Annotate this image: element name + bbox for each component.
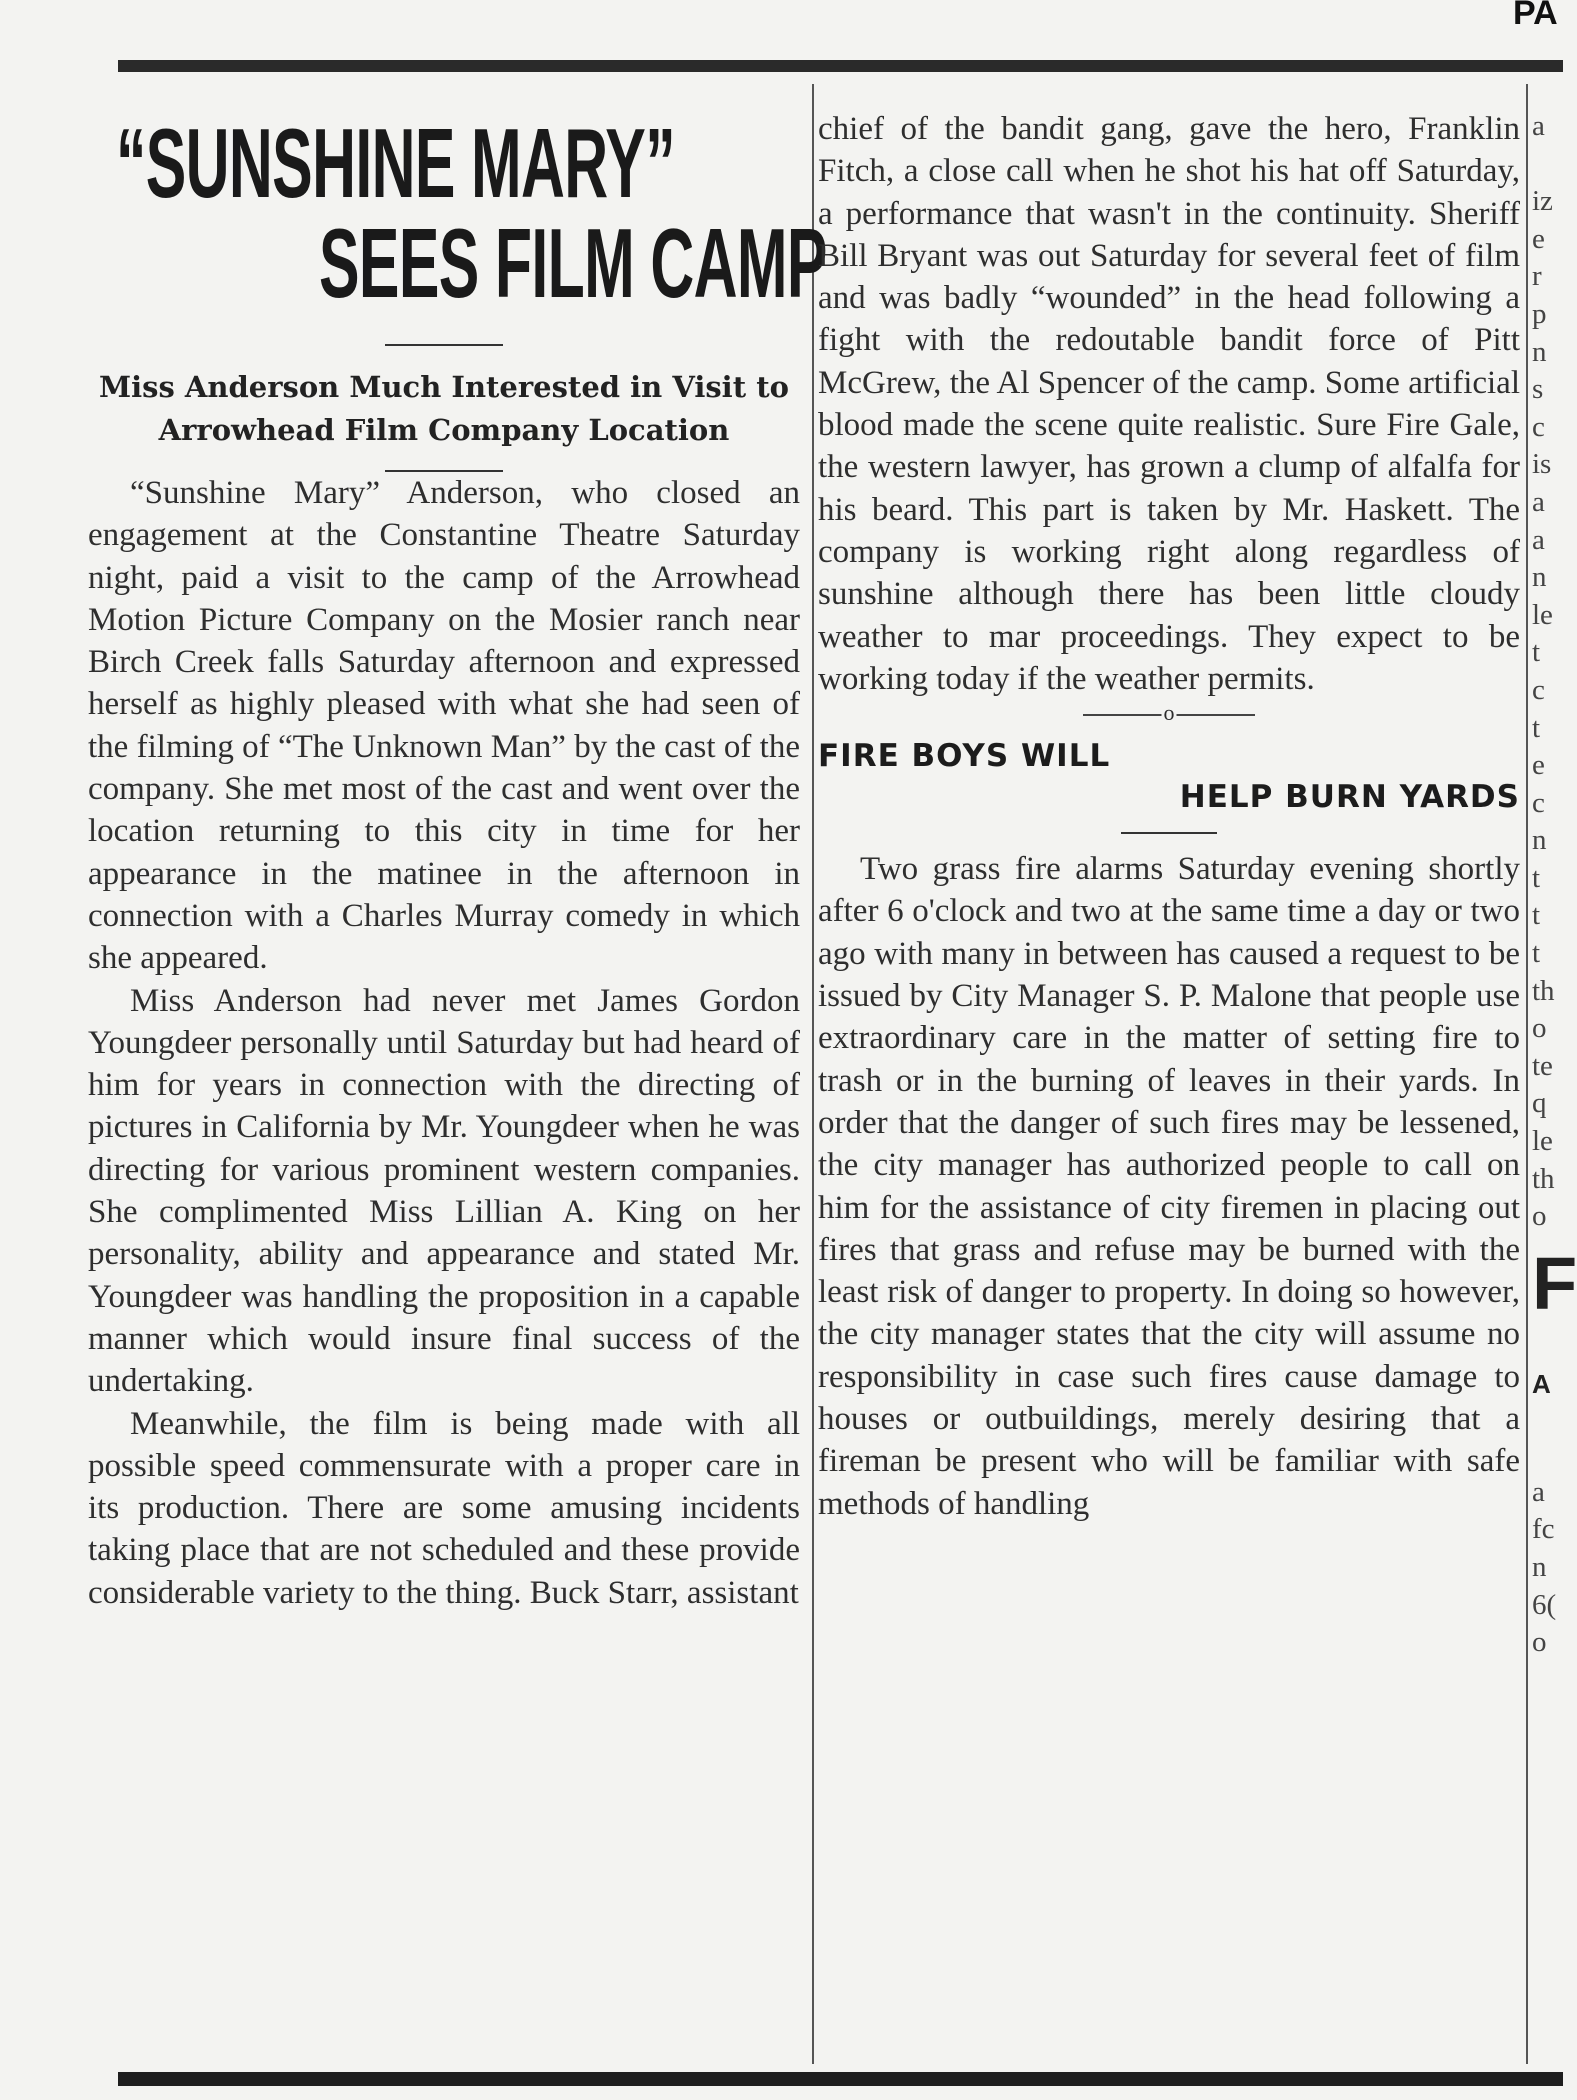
fragment-line: s (1532, 373, 1544, 406)
headline-line-1: “SUNSHINE MARY” (116, 108, 675, 218)
fragment-line: a (1532, 110, 1545, 142)
second-headline-line-2: HELP BURN YARDS (1179, 779, 1520, 816)
divider-mark: o (1163, 700, 1175, 726)
fragment-line: n (1532, 335, 1547, 368)
second-headline-rule (1121, 832, 1217, 834)
fragment-line: t (1532, 711, 1541, 744)
fragment-bold-letter: A (1532, 1368, 1551, 1399)
fragment-line: c (1532, 673, 1545, 706)
fragment-line: a (1532, 1475, 1545, 1508)
article-headline (88, 108, 827, 332)
fragment-line: t (1532, 636, 1541, 669)
fragment-line: c (1532, 786, 1545, 819)
fragment-line: a (1532, 485, 1545, 518)
fragment-line: p (1532, 297, 1547, 330)
article-continuation: chief of the bandit gang, gave the hero, Franklin Fitch, a close call when he shot his hat off Saturday, a performance that wasn't in the continuity. Sheriff Bill Bryant was out Saturday for several feet of film and was badly “wounded” in the head following a fight with the redoutable bandit force of Pitt McGrew, the Al Spencer of the camp. Some artificial blood made the scene quite realistic. Sure Fire Gale, the western lawyer, has grown a clump of alfalfa for his beard. This part is taken by Mr. Haskett. The company is working right along regardless of sunshine although there has been little cloudy weather to mar proceedings. They expect to be working today if the weather permits. (818, 111, 1520, 697)
fragment-line: n (1532, 1551, 1547, 1583)
fragment-line: fc (1532, 1513, 1555, 1546)
headline-rule (385, 344, 503, 346)
fragment-line: t (1532, 861, 1541, 894)
fragment-line: a (1532, 523, 1545, 556)
fragment-line (1532, 146, 1563, 184)
fragment-big-letter: F (1532, 1241, 1577, 1325)
top-rule (118, 60, 1563, 72)
fragment-line: le (1532, 598, 1553, 631)
column-rule-right (1526, 84, 1528, 2064)
column-rule-left (812, 84, 814, 2064)
fragment-line: o (1532, 1012, 1547, 1045)
fragment-line: o (1532, 1626, 1547, 1659)
fragment-line: o (1532, 1200, 1547, 1233)
middle-column (818, 108, 1520, 1525)
section-divider (1083, 700, 1255, 726)
bottom-rule (118, 2072, 1563, 2086)
fragment-lines-bottom (1532, 1474, 1563, 1662)
fragment-line: iz (1532, 185, 1553, 218)
fragment-line: c (1532, 410, 1545, 443)
second-headline-line-1: FIRE BOYS WILL (818, 738, 1111, 775)
fragment-line: te (1532, 1049, 1553, 1082)
fragment-line: th (1532, 1162, 1555, 1195)
fragment-line: e (1532, 749, 1545, 782)
fragment-line: q (1532, 1087, 1547, 1120)
fragment-line: n (1532, 824, 1547, 857)
headline-line-2: SEES FILM CAMP (319, 208, 827, 318)
fragment-line: 6( (1532, 1588, 1557, 1621)
article-deck: Miss Anderson Much Interested in Visit to Arrowhead Film Company Location (99, 370, 789, 447)
fragment-line: t (1532, 937, 1541, 970)
fragment-line: e (1532, 222, 1545, 255)
fragment-line: th (1532, 974, 1555, 1007)
fragment-line: n (1532, 561, 1547, 594)
fragment-lines-top (1532, 108, 1563, 1236)
fragment-line: le (1532, 1125, 1553, 1158)
article-paragraph: “Sunshine Mary” Anderson, who closed an engagement at the Constantine Theatre Saturday night, paid a visit to the camp of the Arrowhead Motion Picture Company on the Mosier ranch near Birch Creek falls Saturday afternoon and expressed herself as highly pleased with what she had seen of the filming of “The Unknown Man” by the cast of the company. She met most of the cast and went over the location returning to this city in time for her appearance in the matinee in the afternoon in connection with a Charles Murray comedy in which she appeared. (88, 475, 800, 977)
second-article-text: Two grass fire alarms Saturday evening shortly after 6 o'clock and two at the same time a day or two ago with many in between has caused a request to be issued by City Manager S. P. Malone that people use extraordinary care in the matter of setting fire to trash or in the burning of leaves in their yards. In order that the danger of such fires may be lessened, the city manager has authorized people to call on him for the assistance of city firemen in placing out fires that grass and refuse may be burned with the least risk of danger to property. In doing so however, the city manager states that the city will assume no responsibility in case such fires cause damage to houses or outbuildings, merely desiring that a fireman be present who will be familiar with safe methods of handling (818, 851, 1520, 1522)
page-header-label: PA (1513, 0, 1558, 32)
article-paragraph: Meanwhile, the film is being made with all possible speed commensurate with a proper care in its production. There are some amusing incidents taking place that are not scheduled and these provide considerable variety to the thing. Buck Starr, assistant (88, 1405, 800, 1611)
article-paragraph: Miss Anderson had never met James Gordon Youngdeer personally until Saturday but had heard of him for years in connection with the directing of pictures in California by Mr. Youngdeer when he was directing for various prominent western companies. She complimented Miss Lillian A. King on her personality, ability and appearance and stated Mr. Youngdeer was handling the proposition in a capable manner which would insure final success of the undertaking. (88, 982, 800, 1400)
fragment-line: is (1532, 448, 1552, 481)
fragment-line: t (1532, 899, 1541, 932)
fragment-line: r (1532, 260, 1542, 293)
left-article (88, 108, 827, 1614)
right-column-fragments (1532, 108, 1577, 1662)
